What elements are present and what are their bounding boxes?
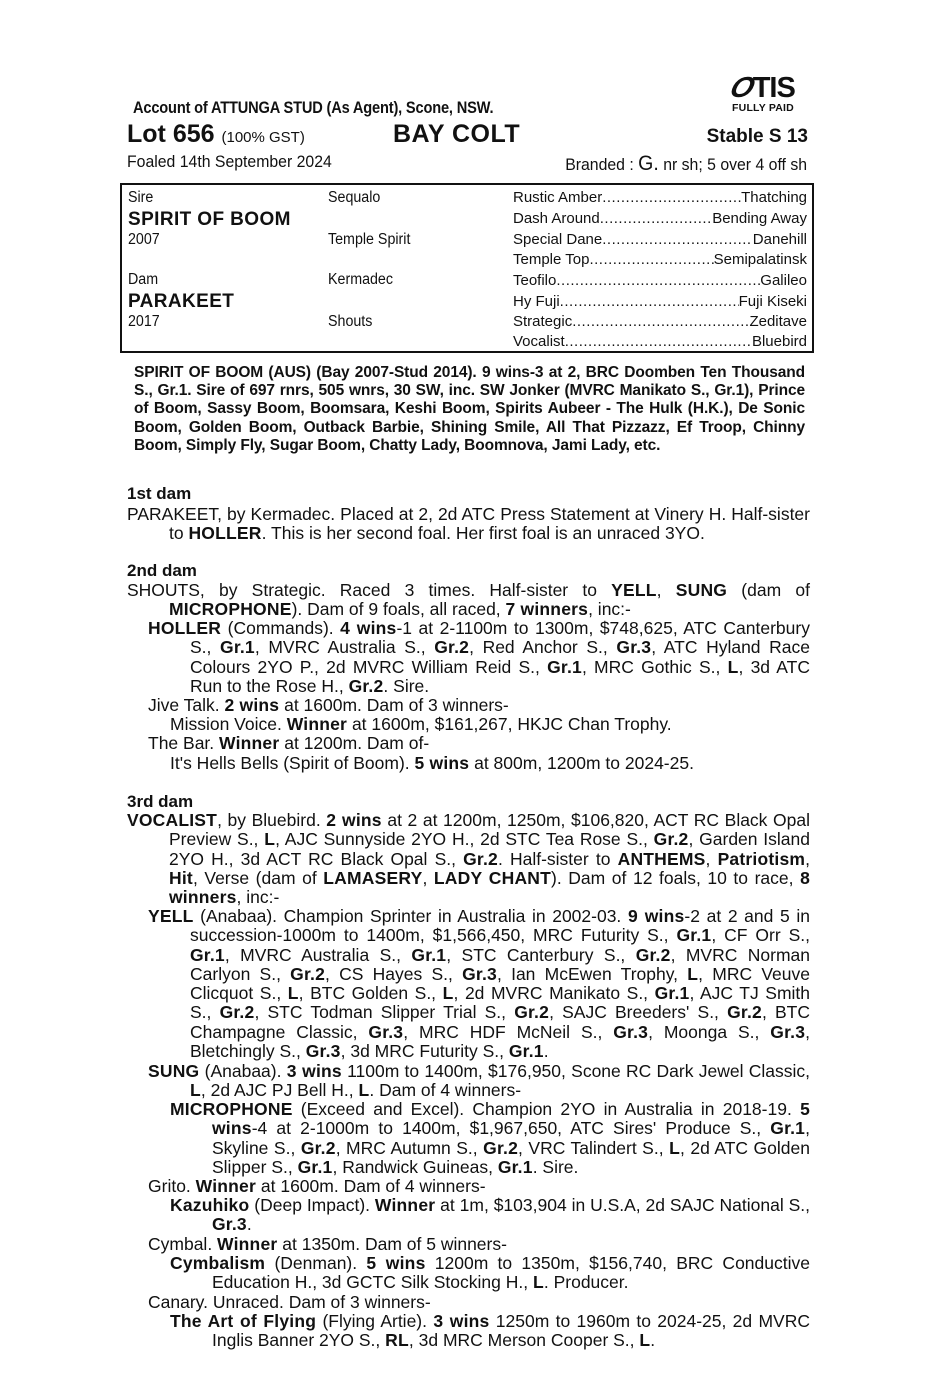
- dam-name: PARAKEET: [128, 291, 235, 312]
- sire-year: 2007: [128, 231, 160, 248]
- progeny-entry: Canary. Unraced. Dam of 3 winners-: [148, 1292, 431, 1312]
- stable-number: Stable S 13: [706, 126, 808, 147]
- otis-logo-icon: OTIS: [725, 72, 795, 104]
- pedigree-row: Hy Fuji ..... Fuji Kiseki: [513, 293, 807, 310]
- bold-run: Gr.3: [616, 637, 652, 658]
- bold-run: L: [687, 963, 699, 984]
- dam-sire: Kermadec: [328, 271, 394, 288]
- otis-logo: [718, 74, 808, 114]
- bold-run: YELL: [148, 906, 194, 926]
- bold-run: SUNG: [148, 1061, 200, 1081]
- bold-run: 2 wins: [224, 695, 280, 715]
- bold-run: 7 winners: [505, 599, 589, 620]
- bold-run: 2 wins: [326, 810, 382, 830]
- progeny-entry: Kazuhiko (Deep Impact). Winner at 1m, $103,904 in U.S.A, 2d SAJC National S., Gr.3.: [170, 1195, 810, 1235]
- sire-summary: SPIRIT OF BOOM (AUS) (Bay 2007-Stud 2014). 9 wins-3 at 2, BRC Doomben Ten Thousand S., Gr.1. Sire of 697 rnrs, 505 wnrs, 30 SW, inc. SW Jonker (MVRC Manikato S., Gr.1), Prince of Boom, Sassy Boom, Boomsara, Keshi Boom, Spirits Aubeer - The Hulk (H.K.), De Sonic Boom, Golden Boom, Outback Barbie, Shining Smile, All That Pizzazz, Ef Troop, Chinny Boom, Simply Fly, Sugar Boom, Chatty Lady, Boomnova, Jami Lady, etc.: [134, 364, 805, 454]
- dam-label: Dam: [128, 271, 159, 288]
- bold-run: L: [532, 1272, 544, 1293]
- bold-run: Gr.1: [220, 637, 255, 658]
- bold-run: Gr.2: [290, 963, 326, 984]
- gst-note: (100% GST): [221, 129, 305, 146]
- bold-run: L: [669, 1137, 680, 1158]
- bold-run: Winner: [219, 733, 280, 753]
- pedigree-row: Special Dane ..... Danehill: [513, 231, 807, 248]
- bold-run: SUNG: [675, 580, 728, 600]
- bold-run: Gr.2: [300, 1137, 336, 1158]
- sire-sire: Sequalo: [328, 189, 381, 206]
- bold-run: Winner: [286, 714, 348, 734]
- bold-run: Gr.2: [463, 848, 498, 869]
- bold-run: Cymbalism: [170, 1253, 266, 1273]
- bold-run: Gr.1: [411, 944, 447, 965]
- bold-run: Gr.1: [497, 1156, 533, 1177]
- progeny-entry: YELL (Anabaa). Champion Sprinter in Australia in 2002-03. 9 wins-2 at 2 and 5 in succession-1000m to 1400m, $1,566,450, MRC Futurity S., Gr.1, CF Orr S., Gr.1, MVRC Australia S., Gr.1, STC Canterbury S., Gr.2, MVRC Norman Carlyon S., Gr.2, CS Hayes S., Gr.3, Ian McEwen Trophy, L, MRC Veuve Clicquot S., L, BTC Golden S., L, 2d MVRC Manikato S., Gr.1, AJC TJ Smith S., Gr.2, STC Todman Slipper Trial S., Gr.2, SAJC Breeders' S., Gr.2, BTC Champagne Classic, Gr.3, MRC HDF McNeil S., Gr.3, Moonga S., Gr.3, Bletchingly S., Gr.3, 3d MRC Futurity S., Gr.1.: [148, 906, 811, 1062]
- pedigree-table: [120, 183, 814, 353]
- progeny-entry: Cymbal. Winner at 1350m. Dam of 5 winners-: [148, 1234, 507, 1254]
- bold-run: Gr.3: [305, 1041, 341, 1062]
- bold-run: Gr.1: [297, 1156, 333, 1177]
- pedigree-row: Teofilo ..... Galileo: [513, 272, 807, 289]
- pedigree-row: Rustic Amber ..... Thatching: [513, 189, 807, 206]
- bold-run: Gr.1: [770, 1118, 806, 1139]
- foaled-date: Foaled 14th September 2024: [127, 152, 332, 171]
- sire-label: Sire: [128, 189, 154, 206]
- bold-run: Gr.2: [653, 829, 689, 850]
- bold-run: L: [358, 1080, 370, 1101]
- bold-run: Gr.1: [508, 1041, 544, 1062]
- bold-run: HOLLER: [188, 523, 262, 544]
- bold-run: The Art of Flying: [170, 1311, 317, 1331]
- bold-run: YELL: [611, 580, 657, 600]
- bold-run: Gr.2: [434, 637, 470, 658]
- first-dam-text: PARAKEET, by Kermadec. Placed at 2, 2d ATC Press Statement at Vinery H. Half-sister to HOLLER. This is her second foal. Her first foal is an unraced 3YO.: [127, 504, 810, 544]
- bold-run: MICROPHONE: [170, 1099, 293, 1119]
- bold-run: Gr.3: [613, 1021, 649, 1042]
- otis-status: FULLY PAID: [732, 102, 794, 114]
- bold-run: Gr.3: [368, 1021, 404, 1042]
- bold-run: Patriotism: [717, 848, 806, 869]
- bold-run: MICROPHONE: [169, 599, 292, 620]
- bold-run: L: [264, 829, 276, 850]
- bold-run: Gr.2: [727, 1002, 762, 1023]
- lot-description: BAY COLT: [393, 120, 521, 148]
- bold-run: Gr.3: [212, 1214, 247, 1235]
- bold-run: L: [442, 983, 454, 1004]
- bold-run: Gr.1: [547, 656, 582, 677]
- second-dam-intro: SHOUTS, by Strategic. Raced 3 times. Half-sister to YELL, SUNG (dam of MICROPHONE). Dam of 9 foals, all raced, 7 winners, inc:-: [127, 580, 810, 620]
- progeny-entry: HOLLER (Commands). 4 wins-1 at 2-1100m to 1300m, $748,625, ATC Canterbury S., Gr.1, MVRC Australia S., Gr.2, Red Anchor S., Gr.3, ATC Hyland Race Colours 2YO P., 2d MVRC William Reid S., Gr.1, MRC Gothic S., L, 3d ATC Run to the Rose H., Gr.2. Sire.: [148, 618, 811, 696]
- bold-run: LADY CHANT: [433, 867, 552, 888]
- bold-run: 5 wins: [414, 753, 470, 773]
- bold-run: Gr.2: [514, 1002, 550, 1023]
- bold-run: L: [287, 983, 299, 1004]
- bold-run: 4 wins: [340, 618, 397, 638]
- bold-run: ANTHEMS: [617, 848, 706, 869]
- bold-run: L: [639, 1330, 651, 1351]
- bold-run: VOCALIST: [127, 810, 218, 830]
- sire-name: SPIRIT OF BOOM: [128, 209, 291, 230]
- lot-number: Lot 656 (100% GST): [127, 120, 305, 148]
- bold-run: Gr.3: [770, 1021, 806, 1042]
- progeny-entry: It's Hells Bells (Spirit of Boom). 5 wins at 800m, 1200m to 2024-25.: [170, 753, 694, 773]
- bold-run: 5 wins: [212, 1099, 810, 1139]
- progeny-entry: The Art of Flying (Flying Artie). 3 wins 1250m to 1960m to 2024-25, 2d MVRC Inglis Banner 2YO S., RL, 3d MRC Merson Cooper S., L.: [170, 1311, 810, 1351]
- bold-run: 8 winners: [169, 867, 810, 908]
- bold-run: HOLLER: [148, 618, 222, 638]
- bold-run: Gr.2: [219, 1002, 255, 1023]
- bold-run: Gr.2: [483, 1137, 519, 1158]
- bold-run: Kazuhiko: [170, 1195, 250, 1215]
- progeny-entry: MICROPHONE (Exceed and Excel). Champion 2YO in Australia in 2018-19. 5 wins-4 at 2-1000m to 1400m, $1,967,650, ATC Sires' Produce S., Gr.1, Skyline S., Gr.2, MRC Autumn S., Gr.2, VRC Talindert S., L, 2d ATC Golden Slipper S., Gr.1, Randwick Guineas, Gr.1. Sire.: [170, 1099, 810, 1177]
- brand-glyph-icon: G.: [638, 152, 659, 175]
- pedigree-row: Vocalist ..... Bluebird: [513, 333, 807, 350]
- progeny-entry: Mission Voice. Winner at 1600m, $161,267, HKJC Chan Trophy.: [170, 714, 672, 734]
- dam-dam: Shouts: [328, 313, 373, 330]
- bold-run: LAMASERY: [323, 867, 423, 888]
- bold-run: Gr.2: [635, 944, 671, 965]
- progeny-entry: SUNG (Anabaa). 3 wins 1100m to 1400m, $176,950, Scone RC Dark Jewel Classic, L, 2d AJC PJ Bell H., L. Dam of 4 winners-: [148, 1061, 811, 1101]
- bold-run: Winner: [195, 1176, 257, 1196]
- progeny-entry: The Bar. Winner at 1200m. Dam of-: [148, 733, 430, 753]
- brand-info: Branded : G. nr sh; 5 over 4 off sh: [565, 152, 807, 175]
- bold-run: Hit: [169, 867, 193, 888]
- bold-run: 9 wins: [627, 906, 685, 926]
- progeny-entry: Jive Talk. 2 wins at 1600m. Dam of 3 winners-: [148, 695, 509, 715]
- pedigree-row: Temple Top ..... Semipalatinsk: [513, 251, 807, 268]
- bold-run: Gr.1: [190, 944, 225, 965]
- dam-year: 2017: [128, 313, 160, 330]
- vendor-account: Account of ATTUNGA STUD (As Agent), Scone, NSW.: [133, 98, 494, 117]
- bold-run: L: [190, 1080, 201, 1101]
- first-dam-heading: 1st dam: [127, 484, 192, 503]
- bold-run: L: [727, 656, 739, 677]
- bold-run: Winner: [374, 1195, 436, 1215]
- bold-run: 3 wins: [433, 1311, 490, 1331]
- second-dam-heading: 2nd dam: [127, 561, 197, 580]
- bold-run: Gr.1: [676, 925, 712, 946]
- bold-run: Winner: [217, 1234, 278, 1254]
- third-dam-heading: 3rd dam: [127, 792, 194, 811]
- bold-run: Gr.1: [654, 983, 690, 1004]
- bold-run: 3 wins: [286, 1061, 342, 1081]
- pedigree-row: Strategic ..... Zeditave: [513, 313, 807, 330]
- third-dam-intro: VOCALIST, by Bluebird. 2 wins at 2 at 1200m, 1250m, $106,820, ACT RC Black Opal Preview S., L, AJC Sunnyside 2YO H., 2d STC Tea Rose S., Gr.2, Garden Island 2YO H., 3d ACT RC Black Opal S., Gr.2. Half-sister to ANTHEMS, Patriotism, Hit, Verse (dam of LAMASERY, LADY CHANT). Dam of 12 foals, 10 to race, 8 winners, inc:-: [127, 810, 811, 908]
- bold-run: Gr.3: [462, 963, 497, 984]
- progeny-entry: Cymbalism (Denman). 5 wins 1200m to 1350m, $156,740, BRC Conductive Education H., 3d GCTC Silk Stocking H., L. Producer.: [170, 1253, 810, 1293]
- bold-run: RL: [385, 1330, 409, 1351]
- progeny-entry: Grito. Winner at 1600m. Dam of 4 winners-: [148, 1176, 486, 1196]
- bold-run: Gr.2: [348, 675, 384, 696]
- bold-run: 5 wins: [366, 1253, 426, 1273]
- pedigree-row: Dash Around ..... Bending Away: [513, 210, 807, 227]
- sire-dam: Temple Spirit: [328, 231, 411, 248]
